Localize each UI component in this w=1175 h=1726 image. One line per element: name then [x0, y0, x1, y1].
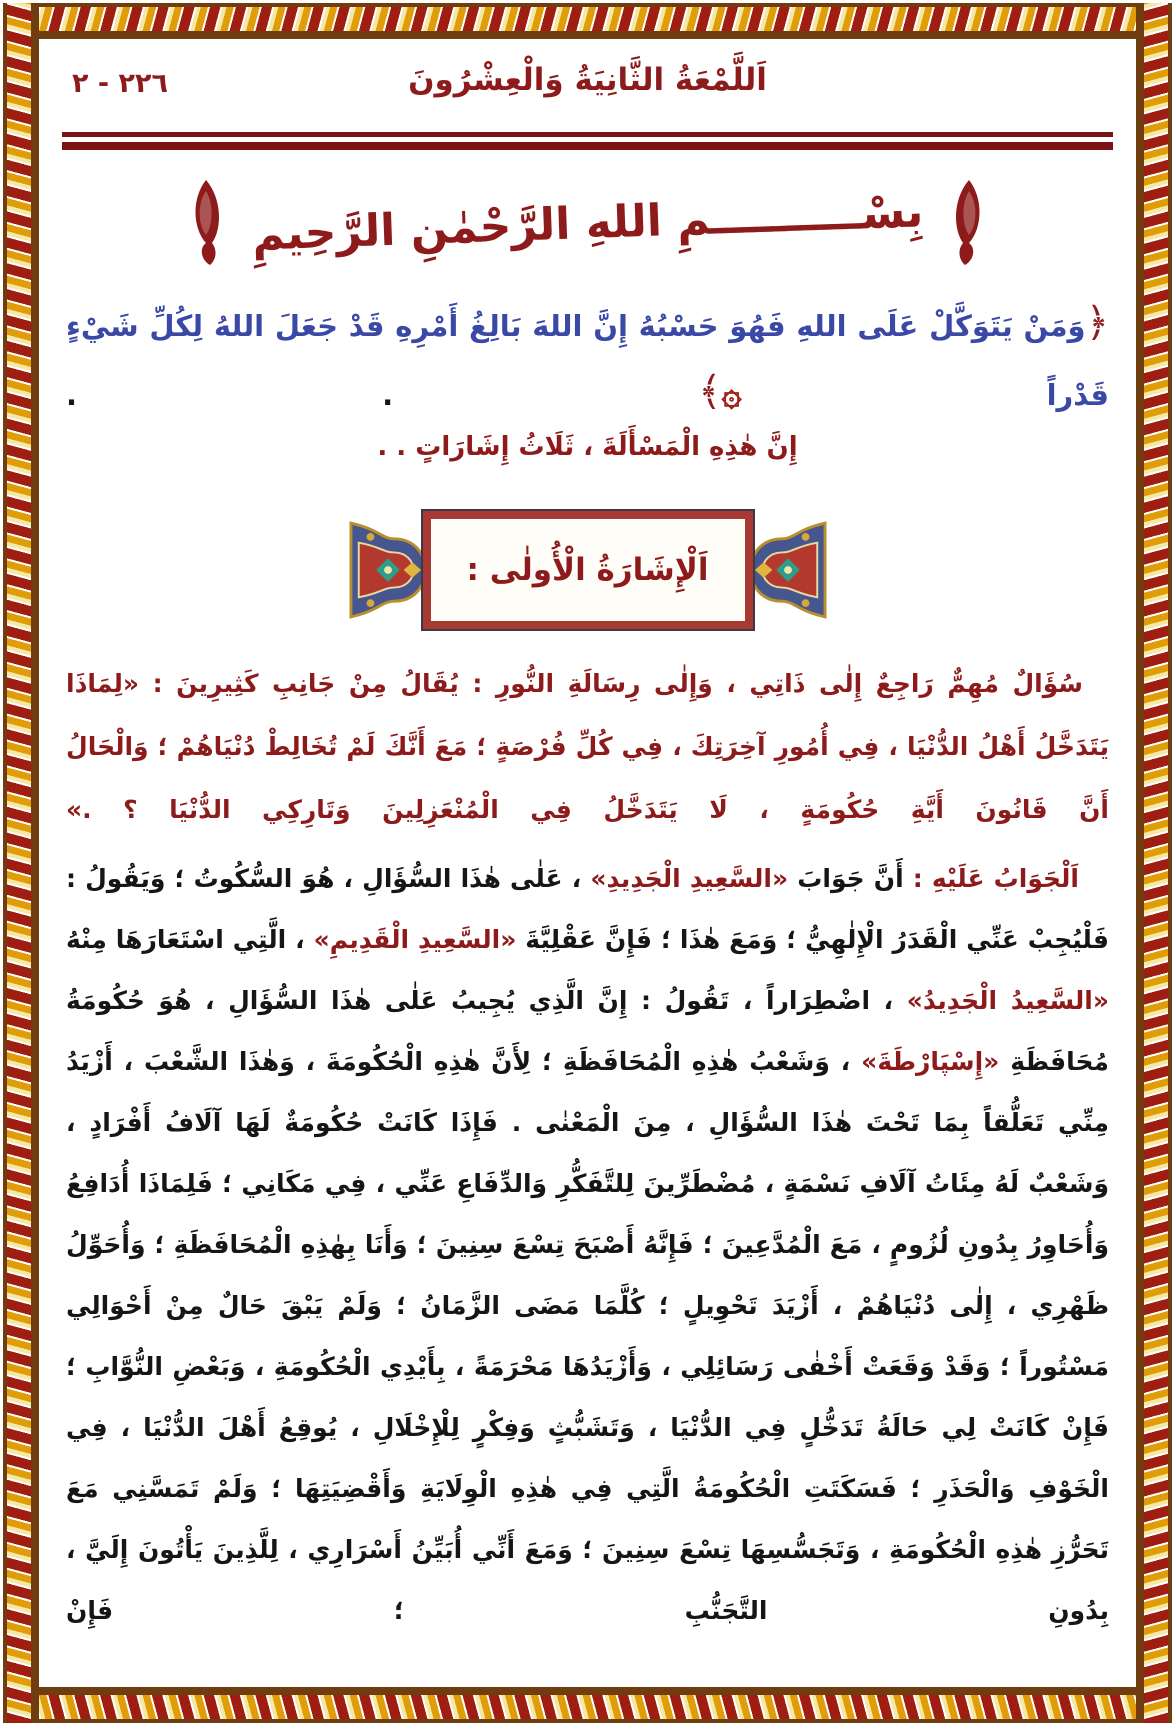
basmala-calligraphy: بِسْــــــــــمِ اللهِ الرَّحْمٰنِ الرَّحِيمِ [251, 185, 924, 261]
ornate-close-bracket-icon: ﴾ [698, 369, 722, 415]
section-heading-row [0, 492, 1175, 648]
paisley-ornament-icon [186, 177, 226, 269]
section-title-box [423, 511, 753, 629]
section-title: اَلْإِشَارَةُ الْأُولٰى : [466, 552, 709, 588]
palmette-ornament-icon [749, 506, 827, 634]
rule-line-bottom [62, 142, 1113, 150]
text-segment-maroon: «السَّعِيدِ الْقَدِيمِ» [313, 925, 517, 954]
answer-paragraph [66, 848, 1109, 1660]
rule-line-top [62, 132, 1113, 137]
verse-text: وَمَنْ يَتَوَكَّلْ عَلَى اللهِ فَهُوَ حَسْبُهُ إِنَّ اللهَ بَالِغُ أَمْرِهِ قَدْ جَعَلَ اللهُ لِكُلِّ شَيْءٍ قَدْراً [66, 309, 1109, 412]
text-segment-black: ، وَشَعْبُ هٰذِهِ الْمُحَافَظَةِ ؛ لِأَنَّ هٰذِهِ الْحُكُومَةَ ، وَهٰذَا الشَّعْبَ ، أَزْيَدُ مِنِّي تَعَلُّقاً بِمَا تَحْتَ هٰذَا السُّؤَالِ ، مِنَ الْمَعْنٰى . فَإِذَا كَانَتْ حُكُومَةٌ لَهَا آلَافُ أَفْرَادٍ ، وَشَعْبٌ لَهُ مِئَاتُ آلَافِ نَسْمَةٍ ، مُضْطَرِّينَ لِلتَّفَكُّرِ وَالدِّفَاعِ عَنِّي ، فِي مَكَانِي ؛ فَلِمَاذَا أُدَافِعُ وَأُحَاوِرُ بِدُونِ لُزُومٍ ، مَعَ الْمُدَّعِينَ ؛ فَإِنَّهُ أَصْبَحَ تِسْعَ سِنِينَ ؛ وَأَنَا بِهٰذِهِ الْمُحَافَظَةِ ؛ وَأُحَوِّلُ ظَهْرِي ، إِلٰى دُنْيَاهُمْ ، أَزْيَدَ تَحْوِيلٍ ؛ كُلَّمَا مَضَى الزَّمَانُ ؛ وَلَمْ يَبْقَ حَالٌ مِنْ أَحْوَالِي مَسْتُوراً ؛ وَقَدْ وَقَعَتْ أَخْفٰى رَسَائِلِي ، وَأَزْيَدُهَا مَحْرَمَةً ، بِأَيْدِي الْحُكُومَةِ ، وَبَعْضِ النُّوَّابِ ؛ فَإِنْ كَانَتْ لِي حَالَةُ تَدَخُّلٍ فِي الدُّنْيَا ، وَتَشَبُّثٍ وَفِكْرٍ لِلْإِخْلَالِ ، يُوقِعُ أَهْلَ الدُّنْيَا ، فِي الْخَوْفِ وَالْحَذَرِ ؛ فَسَكَتَتِ الْحُكُومَةُ الَّتِي فِي هٰذِهِ الْوِلَايَةِ وَأَقْضِيَتِهَا ؛ وَلَمْ تَمَسَّنِي مَعَ تَحَرُّزِ هٰذِهِ الْحُكُومَةِ ، وَتَجَسُّسِهَا تِسْعَ سِنِينَ ؛ وَمَعَ أَنِّي أُبَيِّنُ أَسْرَارِي ، لِلَّذِينَ يَأْتُونَ إِلَيَّ ، بِدُونِ التَّجَنُّبِ ؛ فَإِنْ [66, 1047, 1109, 1625]
rub-el-hizb-icon: ۞ [721, 374, 742, 414]
paisley-ornament-icon [949, 177, 989, 269]
page-number: ٢٢٦ - ٢ [72, 68, 168, 99]
text-segment-black: ، اضْطِرَاراً ، تَقُولُ : إِنَّ الَّذِي يُجِيبُ عَلٰى هٰذَا السُّؤَالِ ، هُوَ حُكُومَةُ مُحَافَظَةِ [66, 986, 1109, 1076]
text-segment-maroon: اَلْجَوَابُ عَلَيْهِ : [903, 864, 1079, 893]
basmala-block [0, 168, 1175, 278]
text-segment-black: أَنَّ جَوَابَ [788, 864, 904, 893]
text-segment-black: ، عَلٰى هٰذَا السُّؤَالِ ، هُوَ السُّكُوتُ ؛ وَيَقُولُ : فَلْيُجِبْ عَنِّي الْقَدَرُ الْإِلٰهِيُّ ؛ وَمَعَ هٰذَا ؛ فَإِنَّ عَقْلِيَّةَ [66, 864, 1109, 954]
text-segment-maroon: «السَّعِيدُ الْجَدِيدُ» [906, 986, 1109, 1015]
ornamental-border-top [3, 3, 1172, 39]
quran-verse [66, 290, 1109, 432]
header-double-rule [62, 132, 1113, 150]
ornamental-border-left [3, 3, 39, 1723]
text-segment-maroon: «إِسْپَارْطَةَ» [861, 1047, 1000, 1076]
text-segment-black: ، الَّتِي اسْتَعَارَهَا مِنْهُ [66, 925, 314, 954]
question-paragraph: سُؤَالٌ مُهِمٌّ رَاجِعٌ إِلٰى ذَاتِي ، وَإِلٰى رِسَالَةِ النُّورِ : يُقَالُ مِنْ جَانِبِ كَثِيرِينَ : «لِمَاذَا يَتَدَخَّلُ أَهْلُ الدُّنْيَا ، فِي أُمُورِ آخِرَتِكَ ، فِي كُلِّ فُرْصَةٍ ؛ مَعَ أَنَّكَ لَمْ تُخَالِطْ دُنْيَاهُمْ ؛ وَالْحَالُ أَنَّ قَانُونَ أَيَّةِ حُكُومَةٍ ، لَا يَتَدَخَّلُ فِي الْمُنْعَزِلِينَ وَتَارِكِي الدُّنْيَا ؟ .» [66, 669, 1109, 824]
page-title: اَللَّمْعَةُ الثَّانِيَةُ وَالْعِشْرُونَ [408, 62, 767, 98]
ornamental-border-bottom [3, 1687, 1172, 1723]
ornamental-border-right [1136, 3, 1172, 1723]
palmette-ornament-icon [349, 506, 427, 634]
text-segment-maroon: «السَّعِيدِ الْجَدِيدِ» [590, 864, 789, 893]
intro-line: إِنَّ هٰذِهِ الْمَسْأَلَةَ ، ثَلَاثُ إِشَارَاتٍ . . [377, 432, 798, 462]
verse-trailing-dots: . . [66, 378, 394, 412]
ornate-open-bracket-icon: ﴿ [1085, 300, 1109, 346]
